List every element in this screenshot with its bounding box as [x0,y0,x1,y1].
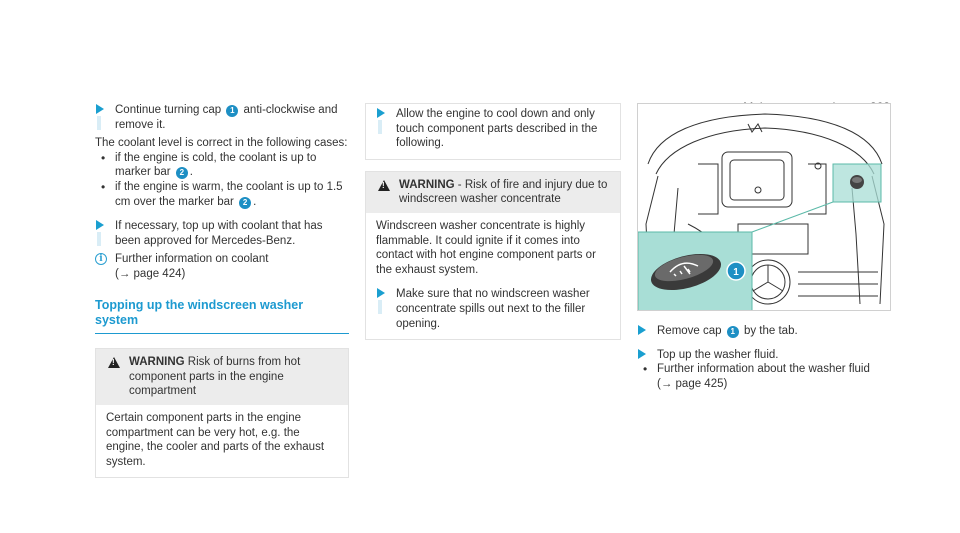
step-bar [378,300,382,314]
warning-continued-box [365,103,621,160]
step-arrow-icon [96,220,104,230]
page-reference-link[interactable]: (→ page 425) [657,377,728,390]
list-item: • Further information about the washer fluid (→ page 425) [637,362,891,391]
list-item: • if the engine is warm, the coolant is up to 1.5 cm over the marker bar 2 . [95,180,349,209]
step-bar [97,116,101,130]
step-allow-engine-cool: Allow the engine to cool down and only touch component parts described in the following. [376,107,610,151]
step-arrow-icon [638,325,646,335]
callout-1-icon: 1 [226,105,238,117]
warning-box-fire [365,171,621,340]
washer-info-list [637,362,891,391]
page-reference-link[interactable]: (→ page 424) [115,267,186,280]
info-note: i Further information on coolant (→ page 424) [95,252,349,281]
list-item: • if the engine is cold, the coolant is up to marker bar 2 . [95,151,349,180]
coolant-level-text: The coolant level is correct in the following cases: [95,137,348,150]
column-left [95,103,349,478]
coolant-level-list [95,151,349,209]
warning-body: Certain component parts in the engine compartment can be very hot, e.g. the engine, the cooler and parts of the exhaust system. [106,412,325,468]
step-avoid-spill: Make sure that no windscreen washer concentrate spills out next to the filler opening. [376,287,610,331]
column-right [637,103,891,391]
step-top-up-coolant: If necessary, top up with coolant that has been approved for Mercedes-Benz. [95,219,349,248]
warning-body: Windscreen washer concentrate is highly flammable. It could ignite if it comes into contact with hot engine component parts or the exhaust system. Make sure that no windscreen washer concentrate spills out next to the filler opening. [366,213,620,339]
column-middle [365,103,621,340]
step-bar [378,120,382,134]
warning-box-burns [95,348,349,478]
step-bar [97,232,101,246]
step-arrow-icon [377,288,385,298]
step-arrow-icon [638,349,646,359]
figure-callout-label: 1 [733,267,739,278]
step-arrow-icon [96,104,104,114]
warning-header: ! WARNING Risk of burns from hot component parts in the engine compartment [96,349,348,405]
section-heading: Topping up the windscreen washer system [95,298,349,335]
warning-header: ! WARNING - Risk of fire and injury due to windscreen washer concentrate [366,172,620,213]
callout-2-icon: 2 [176,167,188,179]
step-arrow-icon [377,108,385,118]
warning-triangle-icon [378,180,390,191]
step-top-up-washer: Top up the washer fluid. [637,348,891,363]
engine-bay-drawing [638,104,891,311]
info-icon: i [95,253,107,265]
step-remove-cap: Remove cap 1 by the tab. [637,324,891,339]
warning-triangle-icon [108,357,120,368]
callout-1-icon: 1 [727,326,739,338]
engine-compartment-illustration [637,103,891,311]
callout-2-icon: 2 [239,197,251,209]
step-continue-turning-cap: Continue turning cap 1 anti-clockwise and remove it. [95,103,349,132]
